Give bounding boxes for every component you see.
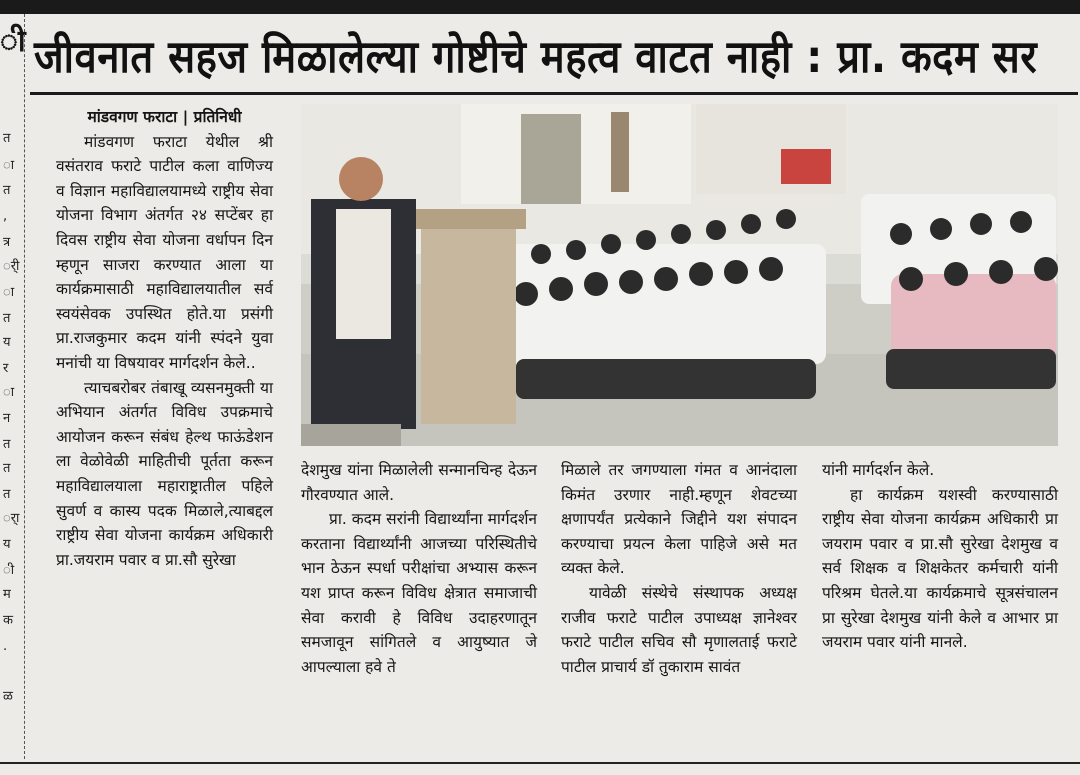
adjacent-text-glyph: ,: [3, 209, 8, 224]
adjacent-headline-glyph: ी: [0, 24, 26, 59]
article-column-1: [56, 105, 273, 572]
adjacent-text-glyph: म: [3, 587, 11, 602]
article-column-2: [301, 458, 537, 679]
adjacent-text-glyph: क: [3, 613, 13, 628]
adjacent-text-glyph: .: [3, 639, 8, 654]
adjacent-text-glyph: र: [3, 361, 9, 376]
column-separator: [24, 14, 25, 759]
article-headline: जीवनात सहज मिळालेल्या गोष्टीचे महत्व वाटत नाही : प्रा. कदम सर: [34, 31, 1038, 83]
adjacent-text-glyph: त: [3, 437, 11, 452]
adjacent-text-glyph: ा: [3, 285, 15, 300]
paragraph: यावेळी संस्थेचे संस्थापक अध्यक्ष राजीव फराटे पाटील उपाध्यक्ष ज्ञानेश्वर फराटे पाटील सचिव सौ मृणालताई फराटे पाटील प्राचार्य डॉ तुकाराम सावंत: [561, 583, 797, 676]
adjacent-text-glyph: ा: [3, 158, 15, 173]
adjacent-text-glyph: त्र: [3, 235, 11, 250]
paragraph: हा कार्यक्रम यशस्वी करण्यासाठी राष्ट्रीय सेवा योजना कार्यक्रम अधिकारी प्रा जयराम पवार व प्रा.सौ सुरेखा देशमुख व सर्व शिक्षक व शिक्षकेतर कर्मचारी यांनी परिश्रम घेतले.या कार्यक्रमाचे सूत्रसंचालन प्रा सुरेखा देशमुख यांनी केले व आभार प्रा जयराम पवार यांनी मानले.: [822, 485, 1058, 652]
top-border-band: [0, 0, 1080, 14]
adjacent-text-glyph: त: [3, 183, 11, 198]
adjacent-text-glyph: र्ी: [3, 259, 20, 274]
headline-rule: [30, 92, 1078, 95]
adjacent-text-glyph: त: [3, 461, 11, 476]
event-photo: [301, 104, 1058, 446]
paragraph: मांडवगण फराटा येथील श्री वसंतराव फराटे पाटील कला वाणिज्य व विज्ञान महाविद्यालयामध्ये राष्ट्रीय सेवा योजना विभाग अंतर्गत २४ सप्टेंबर हा दिवस राष्ट्रीय सेवा योजना वर्धापन दिन म्हणून साजरा करण्यात आला या कार्यक्रमासाठी महाविद्यालयातील सर्व स्वयंसेवक उपस्थित होते.या प्रसंगी प्रा.राजकुमार कदम यांनी स्पंदने युवा मनांची या विषयावर मार्गदर्शन केले..: [56, 132, 273, 372]
adjacent-text-glyph: त: [3, 487, 11, 502]
next-article-edge: [0, 764, 1080, 775]
paragraph: प्रा. कदम सरांनी विद्यार्थ्यांना मार्गदर्शन करताना विद्यार्थ्यांनी आजच्या परिस्थितीचे भान ठेऊन स्पर्धा परीक्षांचा अभ्यास करून यश प्राप्त करून विविध क्षेत्रात समाजाची सेवा करावी हे विविध उदाहरणातून समजावून सांगितले व आयुष्यात जे आपल्याला हवे ते: [301, 510, 537, 676]
paragraph: देशमुख यांना मिळालेली सन्मानचिन्ह देऊन गौरवण्यात आले.: [301, 461, 537, 504]
event-photo-illustration: [301, 104, 1058, 446]
adjacent-text-glyph: य: [3, 537, 11, 552]
paragraph: मिळाले तर जगण्याला गंमत व आनंदाला किमंत उरणार नाही.म्हणून शेवटच्या क्षणापर्यंत प्रत्येकाने जिद्दीने यश संपादन करण्याचा प्रयत्न केला पाहिजे असे मत व्यक्त केले.: [561, 461, 797, 578]
adjacent-text-glyph: त: [3, 131, 11, 146]
adjacent-text-glyph: ी: [3, 563, 15, 578]
paragraph: त्याचबरोबर तंबाखू व्यसनमुक्ती या अभियान अंतर्गत विविध उपक्रमाचे आयोजन करून संबंध हेल्थ फाऊंडेशन ला वेळोवेळी माहितीची पूर्तता करून महाविद्यालयाला महाराष्ट्रातील पहिले सुवर्ण व कास्य पदक मिळाले,त्याबद्दल राष्ट्रीय सेवा योजना कार्यक्रम अधिकारी प्रा.जयराम पवार व प्रा.सौ सुरेखा: [56, 378, 273, 569]
article-column-4: [822, 458, 1058, 655]
adjacent-text-glyph: त: [3, 311, 11, 326]
paragraph: यांनी मार्गदर्शन केले.: [822, 461, 935, 479]
adjacent-text-glyph: र्ा: [3, 511, 20, 526]
adjacent-text-glyph: न: [3, 411, 11, 426]
adjacent-article-edge: [0, 14, 26, 759]
article-column-3: [561, 458, 797, 679]
adjacent-text-glyph: य: [3, 335, 11, 350]
adjacent-text-glyph: ा: [3, 385, 15, 400]
byline: मांडवगण फराटा | प्रतिनिधी: [87, 108, 242, 126]
adjacent-text-glyph: ळ: [3, 689, 13, 704]
